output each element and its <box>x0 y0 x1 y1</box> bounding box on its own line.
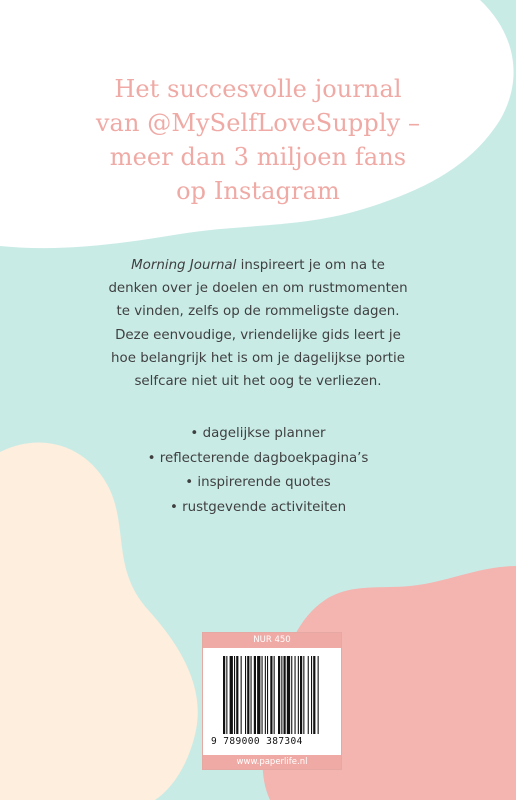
feature-item: • rustgevende activiteiten <box>169 499 347 515</box>
barcode-bars <box>223 656 321 736</box>
book-title: Morning Journal <box>131 258 237 273</box>
barcode-bar <box>226 656 227 734</box>
barcode-bar <box>281 656 282 734</box>
barcode-bar <box>251 656 252 734</box>
headline <box>60 72 456 208</box>
barcode-bar <box>295 656 296 734</box>
barcode-bar <box>265 656 266 734</box>
barcode-box <box>203 633 341 769</box>
description-line: te vinden, zelfs op de rommeligste dagen. <box>116 304 400 320</box>
barcode-bar <box>245 656 246 734</box>
barcode-bar <box>254 656 256 734</box>
barcode-bar <box>223 656 225 734</box>
barcode-bar <box>287 656 290 734</box>
barcode-bar <box>247 656 249 734</box>
description-line-rest: inspireert je om na te <box>236 258 385 273</box>
barcode-bar <box>303 656 304 734</box>
barcode-bar <box>311 656 312 734</box>
barcode-bar <box>241 656 242 734</box>
website-url: www.paperlife.nl <box>203 755 341 769</box>
barcode-bar <box>300 656 302 734</box>
feature-item: • reflecterende dagboekpagina’s <box>147 450 369 466</box>
barcode-bar <box>308 656 309 734</box>
barcode-bar <box>274 656 275 734</box>
barcode-bar <box>298 656 299 734</box>
description-line: hoe belangrijk het is om je dagelijkse portie <box>111 350 405 366</box>
headline-line: Het succesvolle journal <box>114 75 402 103</box>
feature-item: • dagelijkse planner <box>190 426 326 441</box>
barcode-bar <box>313 656 315 734</box>
feature-item: • inspirerende quotes <box>185 475 331 490</box>
description-line: Deze eenvoudige, vriendelijke gids leert je <box>115 327 401 343</box>
description-line: denken over je doelen en om rustmomenten <box>108 281 408 297</box>
description-line: selfcare niet uit het oog te verliezen. <box>134 374 382 390</box>
headline-line: meer dan 3 miljoen fans <box>109 143 407 171</box>
description-line <box>70 254 446 277</box>
barcode-bar <box>278 656 280 734</box>
headline-line: van @MySelfLoveSupply – <box>95 109 421 137</box>
nur-code: NUR 450 <box>203 633 341 648</box>
barcode-bar <box>230 656 233 734</box>
description <box>70 254 446 393</box>
barcode-bar <box>318 656 319 734</box>
barcode-bar <box>270 656 272 734</box>
barcode-bar <box>262 656 263 734</box>
barcode-bar <box>267 656 268 734</box>
headline-line: op Instagram <box>176 177 340 205</box>
barcode-bar <box>236 656 238 734</box>
feature-list <box>70 422 446 520</box>
barcode-bar <box>284 656 286 734</box>
isbn-number: 9 789000 387304 <box>211 736 303 747</box>
barcode-bar <box>257 656 260 734</box>
barcode-bar <box>234 656 235 734</box>
barcode-bar <box>291 656 292 734</box>
